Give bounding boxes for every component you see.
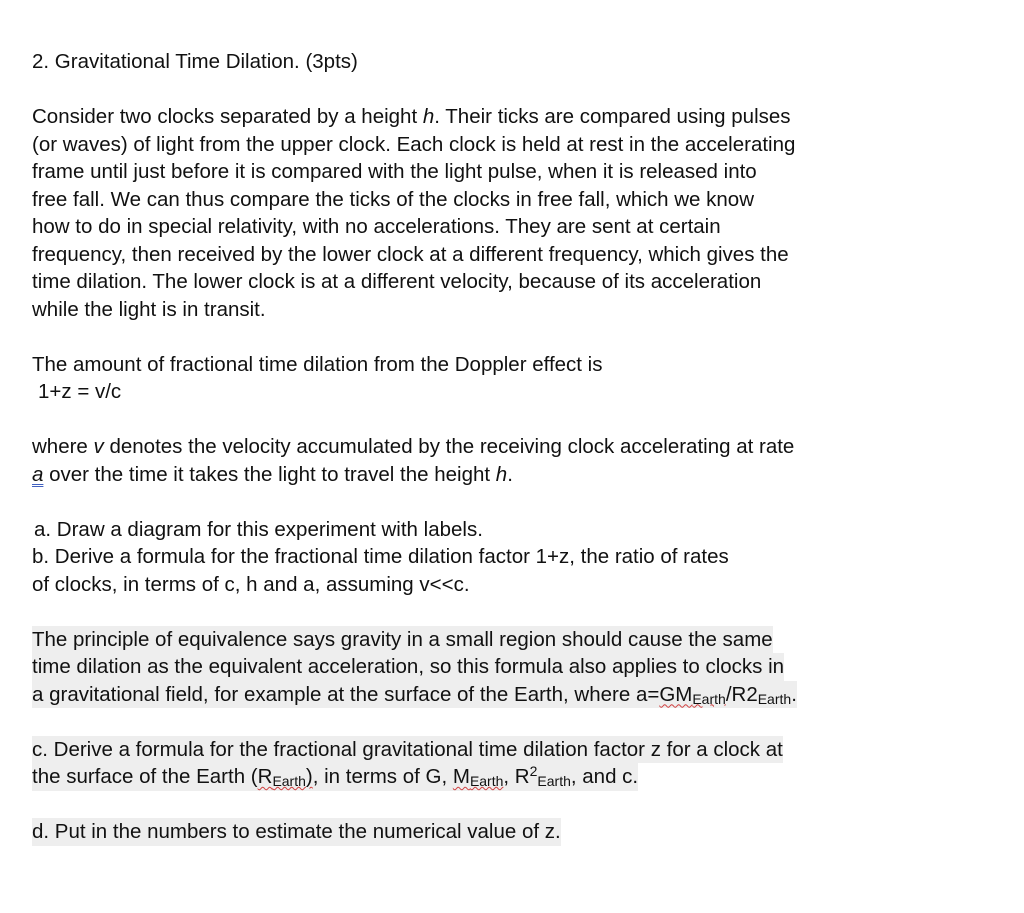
intro-line: free fall. We can thus compare the ticks of the clocks in free fall, which we know [32,187,754,211]
intro-line: time dilation. The lower clock is at a different velocity, because of its acceleration [32,270,762,293]
intro-paragraph [32,103,992,323]
title-text: 2. Gravitational Time Dilation. (3pts) [32,50,358,73]
intro-line: (or waves) of light from the upper clock. Each clock is held at rest in the accelerating [32,132,796,156]
part-c-line-2: the surface of the Earth $(R_{Earth})$, in terms of G, $M_{Earth}$, $R^2_{Earth}$, and c. [32,763,639,789]
equivalence-paragraph [32,626,992,709]
part-b-line-1: b. Derive a formula for the fractional time dilation factor 1+z, the ratio of rates [32,545,729,568]
problem-title [32,48,992,76]
part-d-line: d. Put in the numbers to estimate the numerical value of z. [32,818,561,846]
intro-line: frame until just before it is compared with the light pulse, when it is released into [32,160,757,183]
parts-ab [32,516,992,599]
where-line-1: where v denotes the velocity accumulated by the receiving clock accelerating at rate [32,435,795,458]
part-c-line-1: c. Derive a formula for the fractional gravitational time dilation factor z for a clock at [32,736,783,764]
where-paragraph [32,433,992,488]
intro-line: frequency, then received by the lower clock at a different frequency, which gives the [32,242,789,266]
document-page [32,48,992,873]
where-line-2: a over the time it takes the light to travel the height h. [32,462,513,486]
part-b-line-2: of clocks, in terms of c, h and a, assuming v<<c. [32,572,470,596]
doppler-line: The amount of fractional time dilation from the Doppler effect is [32,352,603,376]
intro-line: while the light is in transit. [32,297,266,321]
equivalence-line-1: The principle of equivalence says gravity in a small region should cause the same [32,626,773,654]
equivalence-line-3: a gravitational field, for example at the surface of the Earth, where $a=GM_{Earth}/R2_{Earth}$. [32,682,797,707]
part-a: a. Draw a diagram for this experiment with labels. [34,517,483,541]
doppler-equation: 1+z = v/c [38,380,122,403]
intro-line: how to do in special relativity, with no accelerations. They are sent at certain [32,215,721,238]
doppler-paragraph [32,351,992,406]
intro-line: Consider two clocks separated by a height h. Their ticks are compared using pulses [32,105,791,128]
equivalence-line-2: time dilation as the equivalent acceleration, so this formula also applies to clocks in [32,653,784,681]
part-d [32,818,992,846]
part-c [32,736,992,791]
